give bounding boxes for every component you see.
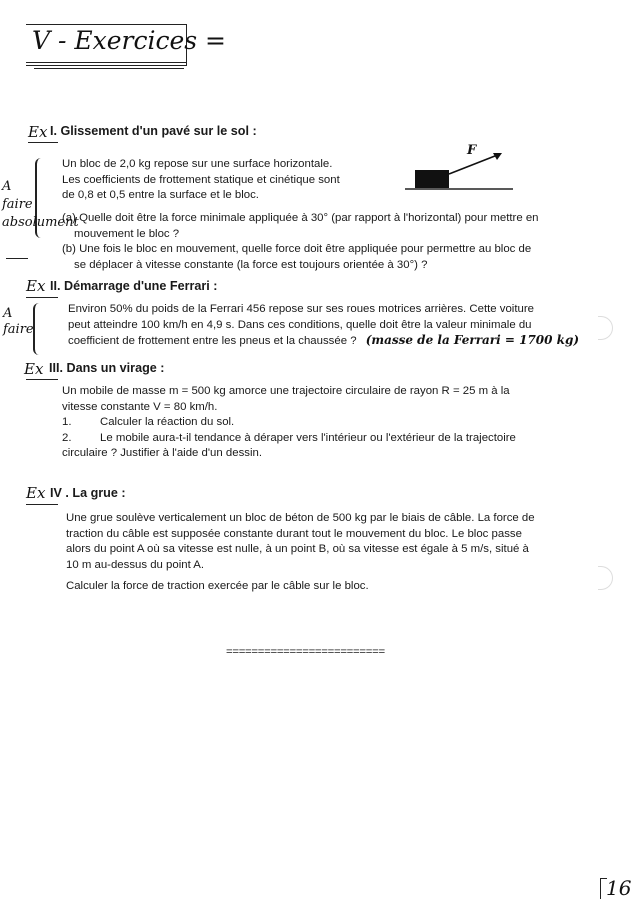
ex3-item (62, 415, 587, 431)
ex4-heading-underline (26, 504, 58, 505)
page-title: V - Exercices = (32, 26, 227, 55)
title-underline-2 (34, 68, 184, 69)
ex2-margin-note: A faire (3, 306, 34, 337)
ex2-line-text: coefficient de frottement entre les pneus et la chaussée ? (68, 335, 357, 347)
ex1-heading-underline (28, 142, 58, 143)
ex4-line: traction du câble est supposée constante durant tout le mouvement du bloc. Le bloc passe (66, 527, 522, 540)
ex3-line: vitesse constante V = 80 km/h. (62, 400, 218, 413)
ex4-prefix: Ex (26, 484, 46, 502)
ex3-continuation: circulaire ? Justifier à l'aide d'un dessin. (62, 447, 262, 459)
ex3-item (62, 431, 587, 447)
punch-hole-icon (598, 566, 613, 590)
ex3-line: Un mobile de masse m = 500 kg amorce une trajectoire circulaire de rayon R = 25 m à la (62, 385, 510, 397)
ex1-intro (62, 157, 382, 204)
ex4-line: alors du point A où sa vitesse est nulle, à un point B, où sa vitesse est égale à 5 m/s, situé à (66, 543, 529, 555)
ex3-body (62, 384, 587, 462)
ex1-questions (62, 211, 582, 273)
ex2-prefix: Ex (26, 277, 46, 295)
ex3-item-num: 1. (62, 416, 72, 428)
ex2-line (68, 333, 593, 350)
title-underline (26, 62, 186, 63)
ex1-margin-dash (6, 258, 28, 259)
ex4-heading: IV . La grue : (50, 486, 126, 500)
ex1-heading: I. Glissement d'un pavé sur le sol : (50, 124, 257, 138)
ex3-prefix: Ex (24, 360, 44, 378)
ex1-question-line: se déplacer à vitesse constante (la force est toujours orientée à 30°) ? (74, 258, 428, 271)
ex1-intro-line: de 0,8 et 0,5 entre la surface et le bloc. (62, 189, 259, 201)
ex2-body (68, 302, 593, 350)
ex4-body (66, 511, 566, 573)
ex1-question-line: mouvement le bloc ? (74, 227, 180, 240)
ex4-question: Calculer la force de traction exercée par le câble sur le bloc. (66, 580, 369, 592)
ex2-line: Environ 50% du poids de la Ferrari 456 repose sur ses roues motrices arrières. Cette voiture (68, 303, 534, 315)
ex1-intro-line: Les coefficients de frottement statique et cinétique sont (62, 173, 340, 186)
ex4-line: 10 m au-dessus du point A. (66, 558, 205, 571)
ex1-prefix: Ex (28, 123, 48, 141)
page-number-bracket (600, 878, 607, 899)
ex2-margin-brace (33, 303, 43, 355)
ex1-margin-note: A faire absolument (2, 179, 79, 230)
ex1-block-figure (405, 144, 515, 194)
ex2-line: peut atteindre 100 km/h en 4,9 s. Dans ces conditions, quelle doit être la valeur minimale du (68, 318, 532, 331)
ex2-heading-underline (26, 297, 58, 298)
ex3-heading: III. Dans un virage : (49, 361, 165, 375)
ex3-item-text: Calculer la réaction du sol. (100, 416, 235, 428)
page-number: 16 (606, 876, 632, 900)
punch-hole-icon (598, 316, 613, 340)
ex1-question-line: (b) Une fois le bloc en mouvement, quelle force doit être appliquée pour permettre au bloc de (62, 243, 532, 255)
ex2-handwritten-note: (masse de la Ferrari = 1700 kg) (365, 333, 580, 347)
ex2-heading: II. Démarrage d'une Ferrari : (50, 279, 218, 293)
ex1-question-line: (a) Quelle doit être la force minimale appliquée à 30° (par rapport à l'horizontal) pour mettre en (62, 212, 539, 224)
ex4-line: Une grue soulève verticalement un bloc de béton de 500 kg par le biais de câble. La force de (66, 512, 535, 524)
separator: ========================= (226, 646, 385, 658)
ex1-figure-label: F (467, 143, 477, 158)
block-shape (415, 170, 449, 188)
ex3-heading-underline (26, 379, 58, 380)
ex3-item-num: 2. (62, 431, 72, 444)
ex3-item-text: Le mobile aura-t-il tendance à déraper vers l'intérieur ou l'extérieur de la trajectoire (100, 431, 516, 444)
ex1-intro-line: Un bloc de 2,0 kg repose sur une surface horizontale. (62, 158, 333, 170)
